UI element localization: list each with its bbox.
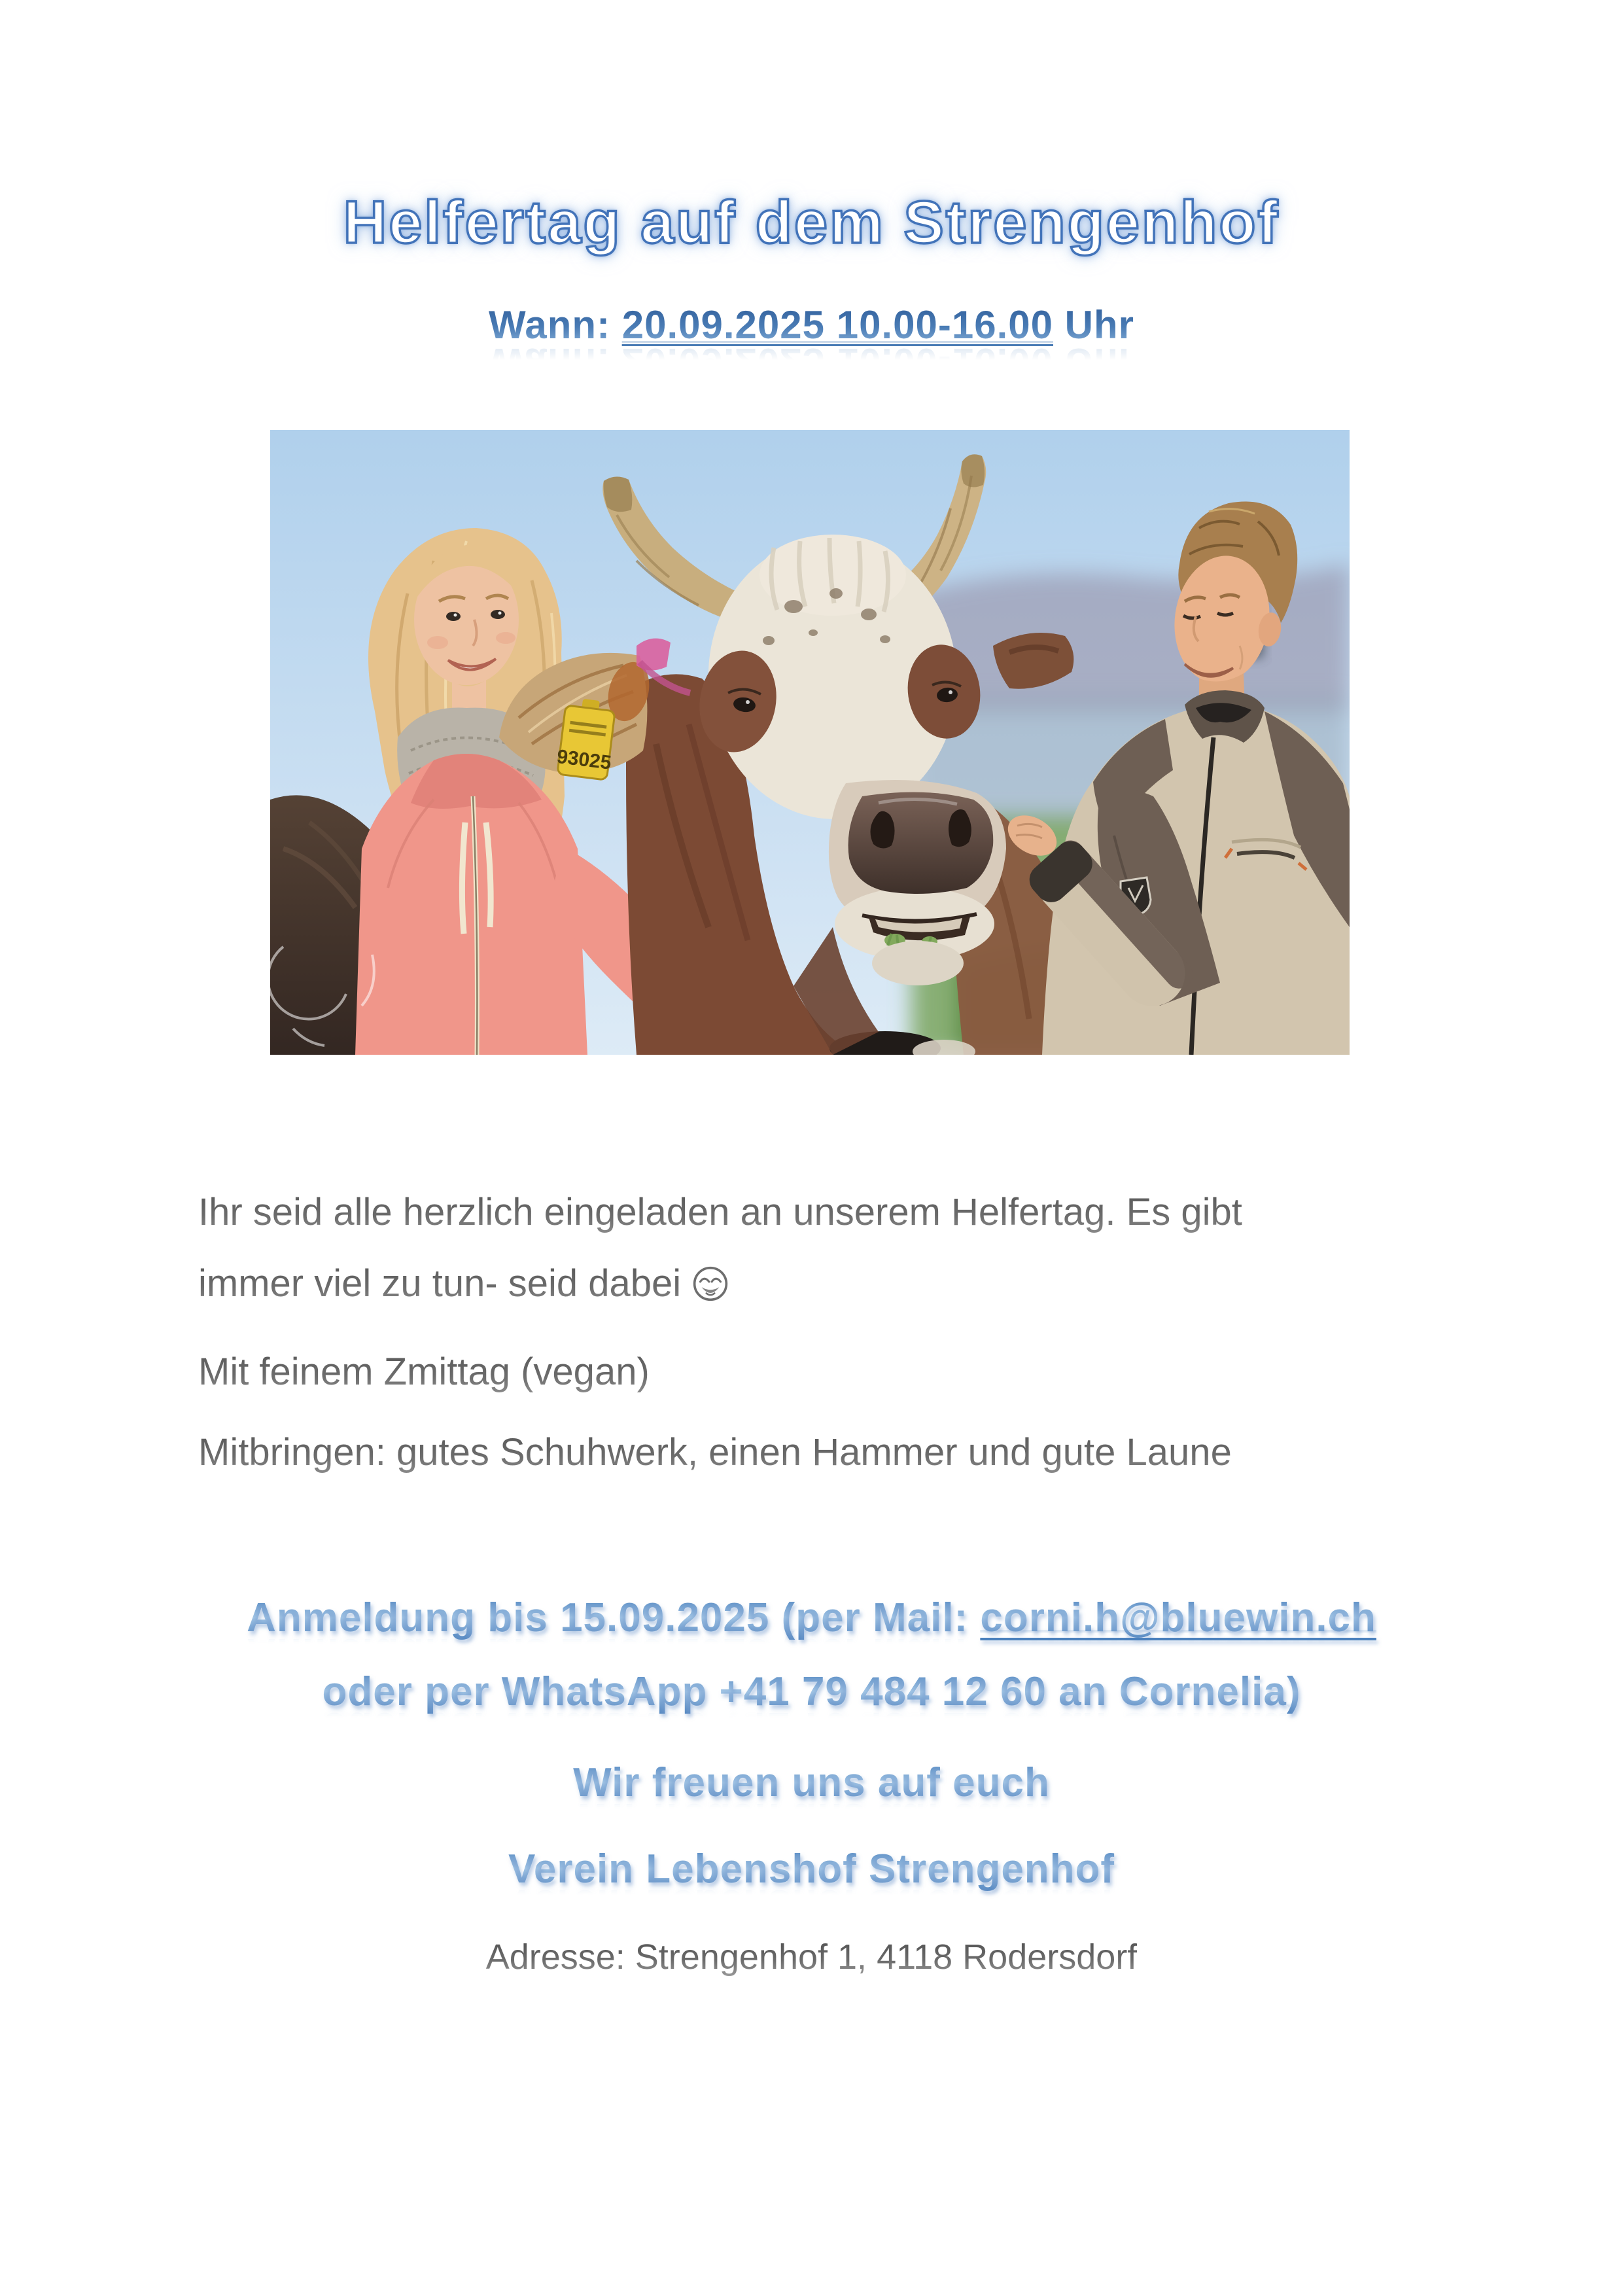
cow-ear-tag-number: 93025 [555, 745, 613, 774]
lunch-note: Mit feinem Zmittag (vegan) [198, 1336, 1480, 1407]
signup-line-1-row [0, 1595, 1623, 1642]
signup-line-2: oder per WhatsApp +41 79 484 12 60 an Cornelia) [322, 1669, 1301, 1714]
event-datetime-row [0, 302, 1623, 347]
event-datetime-suffix: Uhr [1053, 303, 1134, 347]
signup-line-1 [247, 1595, 1376, 1642]
invitation-line-1: Ihr seid alle herzlich eingeladen an unserem Helfertag. Es gibt [198, 1176, 1480, 1248]
email-link[interactable]: corni.h@bluewin.ch [980, 1595, 1376, 1640]
bring-note: Mitbringen: gutes Schuhwerk, einen Hammer und gute Laune [198, 1417, 1480, 1488]
event-datetime-label: Wann: [489, 303, 622, 347]
address-text: Adresse: Strengenhof 1, 4118 Rodersdorf [486, 1935, 1138, 1980]
invitation-line-2 [198, 1248, 1480, 1319]
page-title: Helfertag auf dem Strengenhof [343, 189, 1280, 256]
organization-row [0, 1846, 1623, 1893]
organization-name: Verein Lebenshof Strengenhof [508, 1846, 1115, 1892]
event-datetime [489, 302, 1134, 347]
invitation-text [198, 1176, 1480, 1488]
event-date-underlined: 20.09.2025 10.00-16.00 [621, 303, 1053, 347]
smiling-face-emoji [691, 1265, 729, 1303]
closing-row [0, 1760, 1623, 1807]
signup-line-1-prefix: Anmeldung bis 15.09.2025 (per Mail: [247, 1595, 981, 1640]
photo-cow-with-caretakers [270, 430, 1350, 1055]
closing-text: Wir freuen uns auf euch [573, 1760, 1050, 1805]
invitation-line-2-text: immer viel zu tun- seid dabei [198, 1262, 682, 1305]
signup-line-2-row [0, 1669, 1623, 1716]
address-row [0, 1935, 1623, 1980]
